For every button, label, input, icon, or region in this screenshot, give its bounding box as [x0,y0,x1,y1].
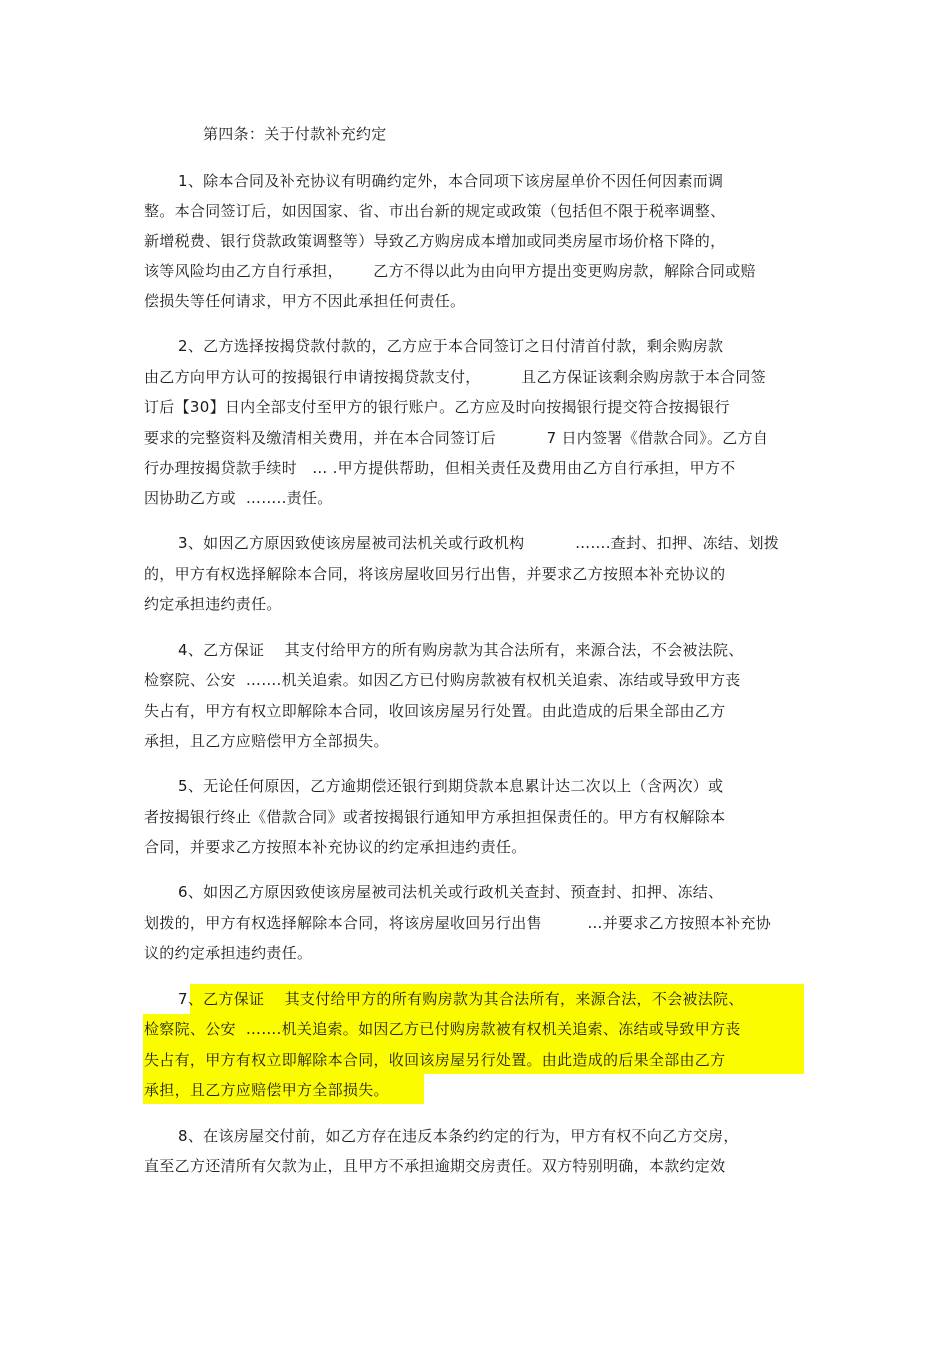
clause-1-line-4: 该等风险均由乙方自行承担， 乙方不得以此为由向甲方提出变更购房款，解除合同或赔 [144,262,756,280]
clause-2-line-4: 要求的完整资料及缴清相关费用，并在本合同签订后 7 日内签署《借款合同》。乙方自 [144,429,769,447]
clause-5-line-3: 合同，并要求乙方按照本补充协议的约定承担违约责任。 [144,838,527,856]
clause-8-line-1: 8、在该房屋交付前，如乙方存在违反本条约约定的行为，甲方有权不向乙方交房， [178,1127,739,1145]
clause-4-line-4: 承担，且乙方应赔偿甲方全部损失。 [144,732,389,750]
clause-6-line-1: 6、如因乙方原因致使该房屋被司法机关或行政机关查封、预查封、扣押、冻结、 [178,883,724,901]
clause-7-line-4: 承担，且乙方应赔偿甲方全部损失。 [144,1081,389,1099]
clause-3-line-3: 约定承担违约责任。 [144,595,282,613]
clause-4-line-1: 4、乙方保证 其支付给甲方的所有购房款为其合法所有，来源合法，不会被法院、 [178,641,744,659]
clause-2-line-5: 行办理按揭贷款手续时 … .甲方提供帮助，但相关责任及费用由乙方自行承担，甲方不 [144,459,736,477]
clause-2-line-3: 订后【30】日内全部支付至甲方的银行账户。乙方应及时向按揭银行提交符合按揭银行 [144,398,730,416]
clause-4-line-3: 失占有，甲方有权立即解除本合同，收回该房屋另行处置。由此造成的后果全部由乙方 [144,702,726,720]
clause-2-line-6: 因协助乙方或 ……..责任。 [144,489,333,507]
clause-1-line-5: 偿损失等任何请求，甲方不因此承担任何责任。 [144,292,466,310]
clause-7-line-3: 失占有，甲方有权立即解除本合同，收回该房屋另行处置。由此造成的后果全部由乙方 [144,1051,726,1069]
clause-2-line-1: 2、乙方选择按揭贷款付款的，乙方应于本合同签订之日付清首付款，剩余购房款 [178,337,724,355]
clause-7-line-2: 检察院、公安 …….机关追索。如因乙方已付购房款被有权机关追索、冻结或导致甲方丧 [144,1020,741,1038]
clause-3-line-1: 3、如因乙方原因致使该房屋被司法机关或行政机构 …….查封、扣押、冻结、划拨 [178,534,780,552]
clause-7-line-1: 7、乙方保证 其支付给甲方的所有购房款为其合法所有，来源合法，不会被法院、 [178,990,744,1008]
clause-5-line-2: 者按揭银行终止《借款合同》或者按揭银行通知甲方承担担保责任的。甲方有权解除本 [144,808,726,826]
clause-1-line-1: 1、除本合同及补充协议有明确约定外，本合同项下该房屋单价不因任何因素而调 [178,172,724,190]
section-heading: 第四条：关于付款补充约定 [203,125,387,143]
clause-1-line-3: 新增税费、银行贷款政策调整等）导致乙方购房成本增加或同类房屋市场价格下降的， [144,232,726,250]
clause-4-line-2: 检察院、公安 …….机关追索。如因乙方已付购房款被有权机关追索、冻结或导致甲方丧 [144,671,741,689]
clause-2-line-2: 由乙方向甲方认可的按揭银行申请按揭贷款支付， 且乙方保证该剩余购房款于本合同签 [144,368,766,386]
clause-8-line-2: 直至乙方还清所有欠款为止，且甲方不承担逾期交房责任。双方特别明确，本款约定效 [144,1157,726,1175]
clause-3-line-2: 的，甲方有权选择解除本合同，将该房屋收回另行出售，并要求乙方按照本补充协议的 [144,565,726,583]
clause-6-line-3: 议的约定承担违约责任。 [144,944,313,962]
clause-6-line-2: 划拨的，甲方有权选择解除本合同，将该房屋收回另行出售 …并要求乙方按照本补充协 [144,914,772,932]
clause-5-line-1: 5、无论任何原因，乙方逾期偿还银行到期贷款本息累计达二次以上（含两次）或 [178,777,724,795]
clause-1-line-2: 整。本合同签订后，如因国家、省、市出台新的规定或政策（包括但不限于税率调整、 [144,202,726,220]
